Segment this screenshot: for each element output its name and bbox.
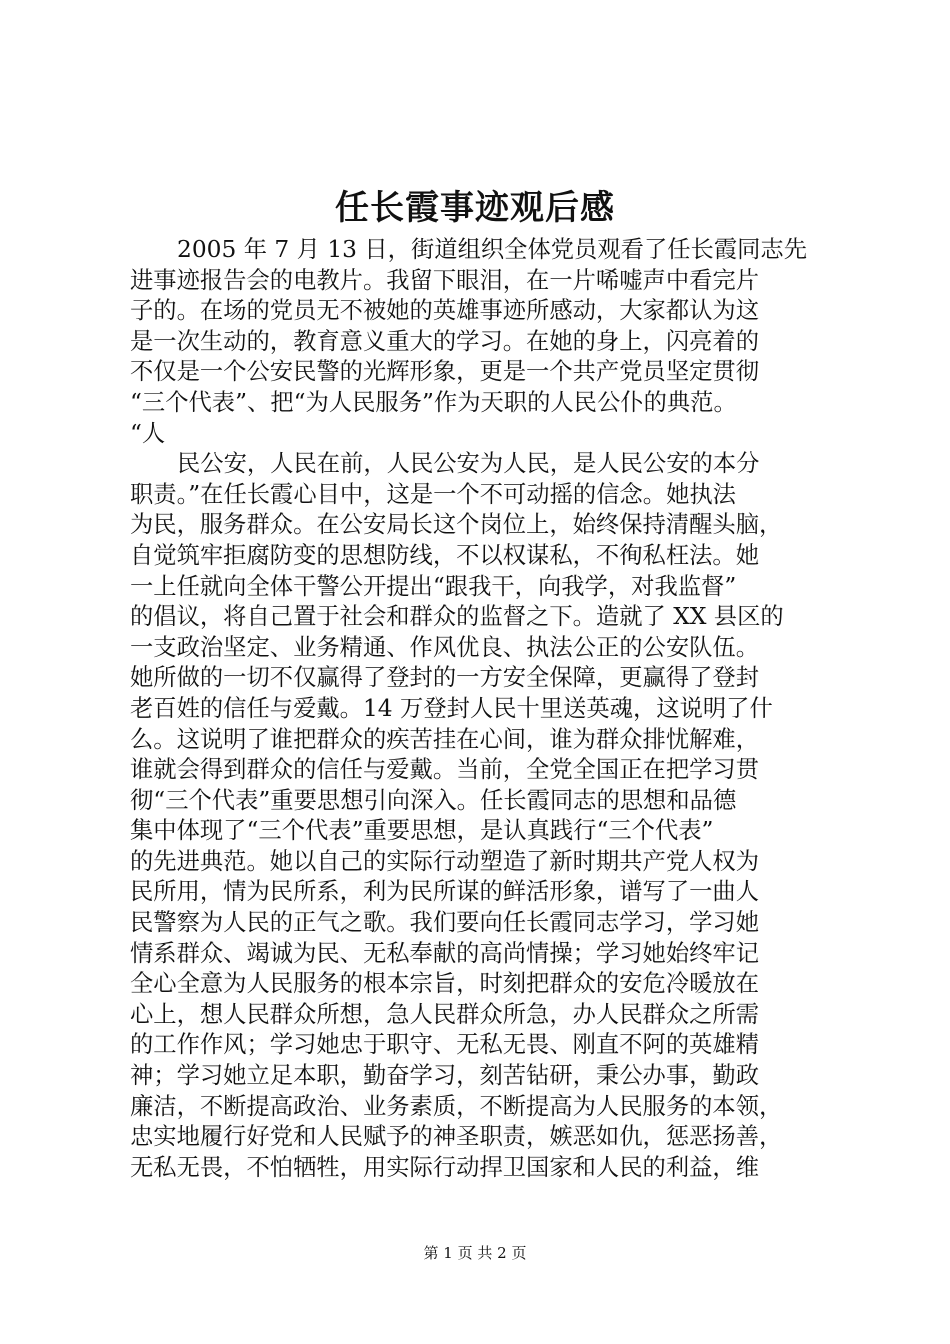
text-line: 进事迹报告会的电教片。我留下眼泪，在一片唏嘘声中看完片	[130, 266, 760, 294]
page-footer: 第 1 页 共 2 页	[423, 1244, 527, 1262]
text-line: 无私无畏，不怕牺牲，用实际行动捍卫国家和人民的利益，维	[130, 1153, 760, 1181]
text-line: 忠实地履行好党和人民赋予的神圣职责，嫉恶如仇，惩恶扬善，	[130, 1123, 783, 1151]
text-line: 的工作作风；学习她忠于职守、无私无畏、刚直不阿的英雄精	[130, 1031, 760, 1059]
text-line: 情系群众、竭诚为民、无私奉献的高尚情操；学习她始终牢记	[130, 939, 760, 967]
text-line: 集中体现了“三个代表”重要思想，是认真践行“三个代表”	[130, 817, 714, 845]
text-line: 职责。”在任长霞心目中，这是一个不可动摇的信念。她执法	[130, 480, 736, 508]
text-line: 自觉筑牢拒腐防变的思想防线，不以权谋私，不徇私枉法。她	[130, 541, 760, 569]
text-line: “三个代表”、把“为人民服务”作为天职的人民公仆的典范。	[130, 388, 737, 416]
text-line: 么。这说明了谁把群众的疾苦挂在心间，谁为群众排忧解难，	[130, 725, 760, 753]
text-line: 谁就会得到群众的信任与爱戴。当前，全党全国正在把学习贯	[130, 756, 760, 784]
text-line: 子的。在场的党员无不被她的英雄事迹所感动，大家都认为这	[130, 297, 760, 325]
text-line: 心上，想人民群众所想，急人民群众所急，办人民群众之所需	[130, 1000, 760, 1028]
text-line: “人	[130, 419, 166, 447]
text-line: 全心全意为人民服务的根本宗旨，时刻把群众的安危冷暖放在	[130, 970, 760, 998]
text-line: 2005 年 7 月 13 日，街道组织全体党员观看了任长霞同志先	[177, 236, 808, 263]
text-line: 不仅是一个公安民警的光辉形象，更是一个共产党员坚定贯彻	[130, 358, 760, 386]
text-line: 廉洁，不断提高政治、业务素质，不断提高为人民服务的本领，	[130, 1092, 783, 1120]
text-line: 一支政治坚定、业务精通、作风优良、执法公正的公安队伍。	[130, 633, 760, 661]
document-body	[130, 235, 830, 1183]
text-line: 民所用，情为民所系，利为民所谋的鲜活形象，谱写了一曲人	[130, 878, 760, 906]
text-line: 的倡议，将自己置于社会和群众的监督之下。造就了 XX 县区的	[130, 603, 784, 631]
text-line: 为民，服务群众。在公安局长这个岗位上，始终保持清醒头脑，	[130, 511, 783, 539]
text-line: 是一次生动的，教育意义重大的学习。在她的身上，闪亮着的	[130, 327, 760, 355]
document-title: 任长霞事迹观后感	[335, 188, 615, 228]
text-line: 的先进典范。她以自己的实际行动塑造了新时期共产党人权为	[130, 847, 760, 875]
text-line: 她所做的一切不仅赢得了登封的一方安全保障，更赢得了登封	[130, 664, 760, 692]
text-line: 一上任就向全体干警公开提出“跟我干，向我学，对我监督”	[130, 572, 737, 600]
text-line: 彻“三个代表”重要思想引向深入。任长霞同志的思想和品德	[130, 786, 737, 814]
text-line: 民警察为人民的正气之歌。我们要向任长霞同志学习，学习她	[130, 909, 760, 937]
text-line: 老百姓的信任与爱戴。14 万登封人民十里送英魂，这说明了什	[130, 694, 773, 722]
text-line: 神；学习她立足本职，勤奋学习，刻苦钻研，秉公办事，勤政	[130, 1062, 760, 1090]
text-line: 民公安，人民在前，人民公安为人民，是人民公安的本分	[177, 450, 760, 478]
